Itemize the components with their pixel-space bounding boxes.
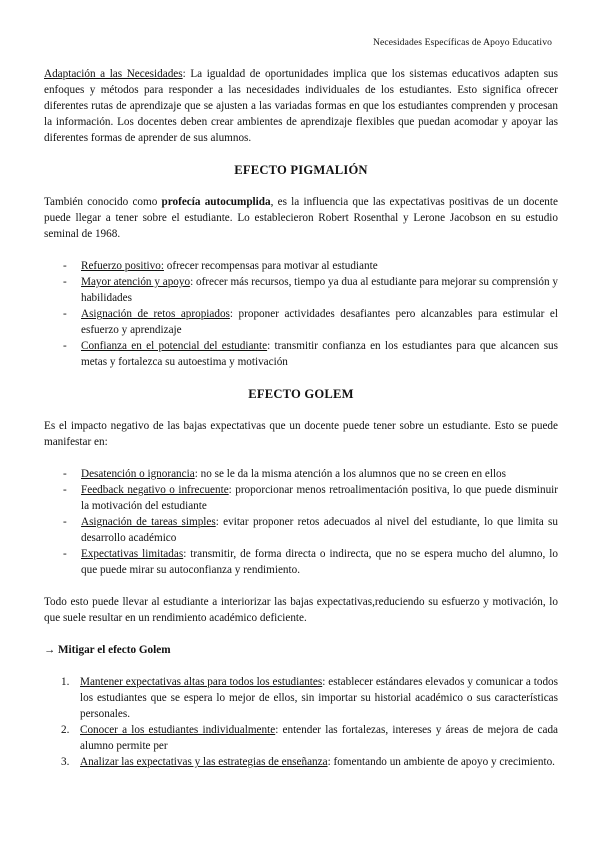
list-item: - Refuerzo positivo: ofrecer recompensas para motivar al estudiante xyxy=(63,260,378,272)
list-item-term: Confianza en el potencial del estudiante xyxy=(81,340,268,352)
list-item-number: 1. xyxy=(61,676,70,688)
list-item-text: : establecer estándares elevados y comunicar a todos los estudiantes que se espera lo mejor de ellos, sin importar su historial académico o sus características personales. xyxy=(80,676,558,720)
list-item-text: : transmitir, de forma directa o indirecta, que no se espera mucho del alumno, lo que puede mirar su autoconfianza y rendimiento. xyxy=(81,548,558,576)
list-item-term: Expectativas limitadas xyxy=(81,548,184,560)
golem-intro: Es el impacto negativo de las bajas expectativas que un docente puede tener sobre un estudiante. Esto se puede manifestar en: xyxy=(44,420,558,448)
list-item-text: : proponer actividades desafiantes pero alcanzables para estimular el esfuerzo y aprendizaje xyxy=(81,308,558,336)
pigmalion-intro-pre: También conocido como xyxy=(44,196,162,208)
mitigar-list xyxy=(44,674,558,770)
list-item-text: : fomentando un ambiente de apoyo y crecimiento. xyxy=(327,756,555,768)
pigmalion-list xyxy=(44,258,558,370)
list-item-number: 3. xyxy=(61,756,70,768)
list-item: - Asignación de retos apropiados: proponer actividades desafiantes pero alcanzables para estimular el esfuerzo y aprendizaje xyxy=(63,308,558,336)
list-item-term: Desatención o ignorancia xyxy=(81,468,195,480)
list-item-term: Asignación de retos apropiados xyxy=(81,308,230,320)
golem-heading: EFECTO GOLEM xyxy=(248,387,354,401)
list-item-term: Mayor atención y apoyo xyxy=(81,276,191,288)
pigmalion-intro-bold: profecía autocumplida xyxy=(161,196,271,208)
list-item-term: Feedback negativo o infrecuente xyxy=(81,484,229,496)
golem-closing: Todo esto puede llevar al estudiante a interiorizar las bajas expectativas,reduciendo su esfuerzo y motivación, lo que suele resultar en un rendimiento académico deficiente. xyxy=(44,596,558,624)
list-item-term: Refuerzo positivo: xyxy=(81,260,164,272)
document-body xyxy=(44,66,558,770)
pigmalion-intro xyxy=(44,194,558,242)
list-item xyxy=(44,722,558,754)
list-item-text: : entender las fortalezas, intereses y áreas de mejora de cada alumno permite per xyxy=(80,724,558,752)
list-item-text: : proporcionar menos retroalimentación positiva, lo que puede disminuir la motivación del estudiante xyxy=(81,484,559,512)
list-item-number: 2. xyxy=(61,724,70,736)
running-header: Necesidades Específicas de Apoyo Educativo xyxy=(373,37,552,48)
list-item xyxy=(44,674,558,722)
list-item-term: Mantener expectativas altas para todos los estudiantes xyxy=(80,676,323,688)
list-item: - Mayor atención y apoyo: ofrecer más recursos, tiempo ya dua al estudiante para mejorar su comprensión y habilidades xyxy=(63,276,559,304)
golem-list xyxy=(44,466,558,578)
list-item: - Feedback negativo o infrecuente: proporcionar menos retroalimentación positiva, lo que puede disminuir la motivación del estudiante xyxy=(63,484,559,512)
pigmalion-intro-post: , es la influencia que las expectativas positivas de un docente puede llegar a tener sobre el estudiante. Lo establecieron Robert Rosenthal y Lerone Jacobson en su estudio seminal de 1968. xyxy=(44,196,558,240)
list-item-term: Analizar las expectativas y las estrategias de enseñanza xyxy=(80,756,328,768)
list-item-term: Conocer a los estudiantes individualmente xyxy=(80,724,276,736)
list-item-text: : no se le da la misma atención a los alumnos que no se creen en ellos xyxy=(194,468,506,480)
pigmalion-heading: EFECTO PIGMALIÓN xyxy=(234,163,368,177)
list-item: - Asignación de tareas simples: evitar proponer retos adecuados al nivel del estudiante, lo que limita su desarrollo académico xyxy=(63,516,558,544)
intro-paragraph xyxy=(44,66,558,146)
list-item-text: : evitar proponer retos adecuados al nivel del estudiante, lo que limita su desarrollo académico xyxy=(81,516,558,544)
intro-term: Adaptación a las Necesidades xyxy=(44,68,183,80)
list-item-text: : transmitir confianza en los estudiantes para que alcancen sus metas y fortalezca su autoestima y motivación xyxy=(81,340,558,368)
intro-text: : La igualdad de oportunidades implica que los sistemas educativos adapten sus enfoques y métodos para responder a las necesidades individuales de los estudiantes. Esto significa ofrecer diferentes rutas de aprendizaje que se ajusten a las variadas formas en que los estudiantes comprenden y procesan la información. Los docentes deben crear ambientes de aprendizaje flexibles que puedan acomodar y apoyar las diferentes formas de aprender de sus alumnos. xyxy=(44,68,558,144)
list-item xyxy=(44,754,558,770)
list-item-term: Asignación de tareas simples xyxy=(81,516,216,528)
list-item: - Expectativas limitadas: transmitir, de forma directa o indirecta, que no se espera mucho del alumno, lo que puede mirar su autoconfianza y rendimiento. xyxy=(63,548,558,576)
list-item-text: : ofrecer más recursos, tiempo ya dua al estudiante para mejorar su comprensión y habilidades xyxy=(81,276,559,304)
list-item: - Desatención o ignorancia: no se le da la misma atención a los alumnos que no se creen en ellos xyxy=(63,468,506,480)
mitigar-heading: → Mitigar el efecto Golem xyxy=(44,644,171,656)
list-item: - Confianza en el potencial del estudiante: transmitir confianza en los estudiantes para que alcancen sus metas y fortalezca su autoestima y motivación xyxy=(63,340,558,368)
list-item-text: ofrecer recompensas para motivar al estudiante xyxy=(163,260,378,272)
